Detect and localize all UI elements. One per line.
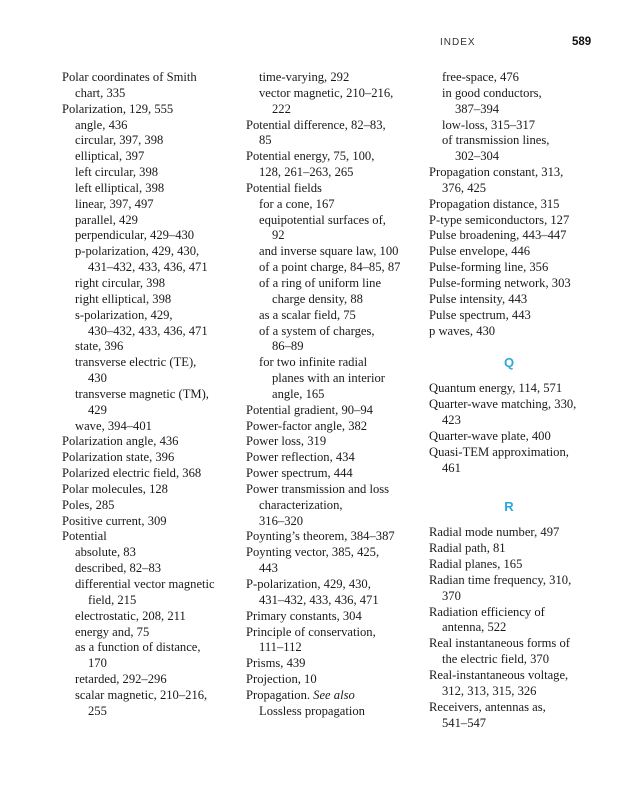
index-subentry: of a ring of uniform line charge density, 88 [259,275,382,306]
running-header [0,37,627,53]
index-subentry: state, 396 [75,339,124,354]
see-also-reference: See also [313,687,355,702]
index-entry: Receivers, antennas as, 541–547 [429,699,546,730]
index-subentry: free-space, 476 [442,70,519,84]
index-entry: P-polarization, 429, 430, 431–432, 433, 436, 471 [246,577,379,607]
index-subentry: as a function of distance, 170 [75,640,201,671]
index-entry: Propagation constant, 313, 376, 425 [429,165,564,195]
index-column-1 [62,70,237,720]
index-entry: Pulse intensity, 443 [429,291,528,306]
index-subentry: left elliptical, 398 [75,180,165,195]
index-subentry: described, 82–83 [75,561,162,576]
index-entry: Power reflection, 434 [246,450,355,465]
index-entry: Pulse envelope, 446 [429,244,531,259]
index-entry: Poynting’s theorem, 384–387 [246,529,395,544]
index-subentry: in good conductors, 387–394 [442,85,542,116]
index-entry: Real instantaneous forms of the electric field, 370 [429,636,570,667]
index-entry: Real-instantaneous voltage, 312, 313, 315, 326 [429,668,569,698]
index-entry: Power spectrum, 444 [246,466,353,481]
index-subentry: retarded, 292–296 [75,672,167,687]
index-entry: Poles, 285 [62,497,115,512]
index-subentry: linear, 397, 497 [75,196,154,211]
index-subentry: for two infinite radial planes with an interior angle, 165 [259,355,385,401]
page-number: 589 [572,36,592,48]
index-subentry: as a scalar field, 75 [259,307,356,322]
index-subentry: transverse electric (TE), 430 [75,355,197,386]
index-entry: Prisms, 439 [246,656,306,671]
index-entry: Potential [62,529,107,544]
index-subentry: and inverse square law, 100 [259,244,399,259]
header-title: INDEX [440,37,476,48]
index-entry: Pulse-forming line, 356 [429,260,549,275]
index-subentry: elliptical, 397 [75,149,145,164]
index-entry: Principle of conservation, 111–112 [246,624,376,655]
index-entry: Pulse-forming network, 303 [429,275,571,290]
index-subentry: time-varying, 292 [259,70,350,84]
index-subentry: transverse magnetic (TM), 429 [75,386,209,417]
index-entry: Radial mode number, 497 [429,525,560,540]
index-entry: Polarized electric field, 368 [62,466,202,481]
section-letter-r: R [504,499,514,515]
section-letter-q: Q [503,355,515,371]
index-subentry: energy and, 75 [75,624,150,639]
index-entry: Power loss, 319 [246,434,327,449]
index-entry: Quasi-TEM approximation, 461 [429,444,569,475]
index-entry: Propagation distance, 315 [429,196,560,211]
index-entry: Pulse spectrum, 443 [429,307,531,322]
index-subentry: for a cone, 167 [259,196,335,211]
index-entry: Polar molecules, 128 [62,481,168,496]
index-subentry: low-loss, 315–317 [442,117,536,132]
index-entry: Propagation. See also Lossless propagation [246,687,365,718]
index-entry: Primary constants, 304 [246,608,362,623]
index-subentry: differential vector magnetic field, 215 [75,577,215,607]
index-entry: Potential difference, 82–83, 85 [246,117,386,148]
index-subentry: scalar magnetic, 210–216, 255 [75,687,208,718]
index-entry: Polarization angle, 436 [62,434,179,449]
index-subentry: circular, 397, 398 [75,133,164,148]
index-subentry: electrostatic, 208, 211 [75,608,186,623]
index-subentry: s-polarization, 429, 430–432, 433, 436, 471 [75,307,208,338]
index-subentry: of a point charge, 84–85, 87 [259,260,401,275]
index-entry: Radiation efficiency of antenna, 522 [429,604,545,635]
index-entry: Potential gradient, 90–94 [246,402,373,417]
index-entry: Quarter-wave plate, 400 [429,428,551,443]
index-entry: Projection, 10 [246,672,317,687]
index-subentry: left circular, 398 [75,165,159,180]
index-subentry: equipotential surfaces of, 92 [259,212,386,243]
index-column-2 [246,70,426,720]
index-entry: P-type semiconductors, 127 [429,212,570,227]
index-subentry: of a system of charges, 86–89 [259,323,375,354]
index-subentry: perpendicular, 429–430 [75,228,195,243]
index-entry: Pulse broadening, 443–447 [429,228,567,243]
index-entry: Quarter-wave matching, 330, 423 [429,397,577,428]
index-entry: Poynting vector, 385, 425, 443 [246,545,380,576]
index-entry: Quantum energy, 114, 571 [429,381,563,396]
index-entry: Potential energy, 75, 100, 128, 261–263, 265 [246,149,375,180]
index-subentry: of transmission lines, 302–304 [442,133,550,164]
index-subentry: right circular, 398 [75,275,166,290]
index-subentry: p-polarization, 429, 430, 431–432, 433, 436, 471 [75,244,208,275]
index-subentry: angle, 436 [75,117,128,132]
index-entry: Polarization state, 396 [62,450,175,465]
index-entry: Potential fields [246,180,322,195]
index-subentry: vector magnetic, 210–216, 222 [259,85,394,116]
index-entry: Power-factor angle, 382 [246,418,368,433]
index-entry: Radian time frequency, 310, 370 [429,572,572,603]
index-column-3 [429,70,609,731]
index-entry: Radial path, 81 [429,541,506,556]
index-subentry: absolute, 83 [75,545,136,560]
index-entry: Polar coordinates of Smith chart, 335 [62,70,197,100]
index-entry: Positive current, 309 [62,513,167,528]
index-subentry: right elliptical, 398 [75,291,172,306]
index-entry: p waves, 430 [429,323,496,338]
index-entry: Power transmission and loss characterization, 316–320 [246,481,390,528]
index-entry: Radial planes, 165 [429,557,523,572]
index-subentry: parallel, 429 [75,212,138,227]
index-entry: Polarization, 129, 555 [62,101,174,116]
index-subentry: wave, 394–401 [75,418,152,433]
